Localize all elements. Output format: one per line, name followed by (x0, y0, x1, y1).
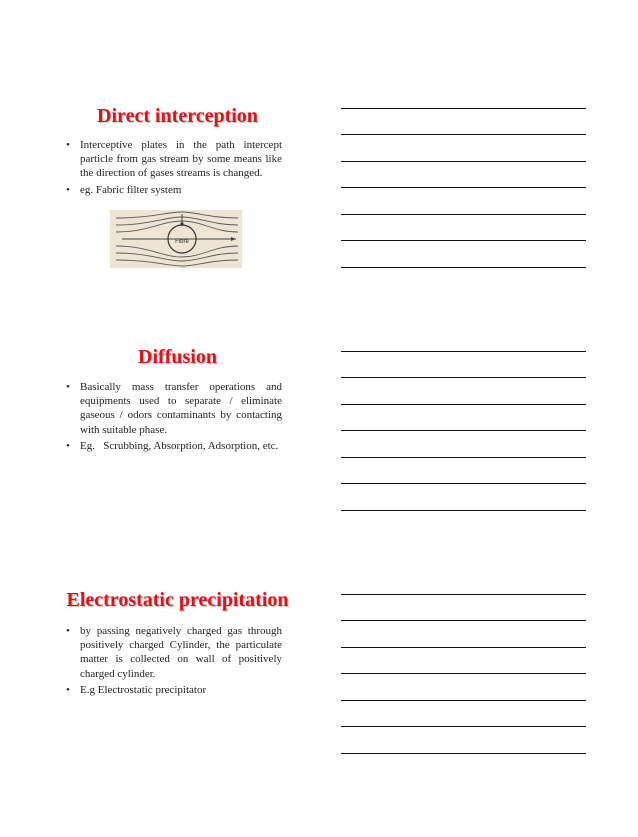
note-line (341, 240, 586, 241)
note-line (341, 647, 586, 648)
note-line (341, 161, 586, 162)
bullet-text: by passing negatively charged gas through positively charged Cylinder, the particulate matter is collected on wall of positively charged cylinder. (80, 625, 282, 680)
slide-title: Electrostatic precipitation (66, 589, 289, 611)
bullet-item (60, 439, 282, 453)
figure-label: Fibre (175, 239, 189, 245)
note-line (341, 457, 586, 458)
note-line (341, 620, 586, 621)
note-line (341, 377, 586, 378)
slide-title: Diffusion (138, 346, 217, 368)
bullet-item (60, 683, 282, 697)
fibre-flow-figure (110, 210, 242, 268)
note-line (341, 134, 586, 135)
note-line (341, 430, 586, 431)
slide-title: Direct interception (97, 105, 258, 127)
note-line (341, 510, 586, 511)
note-line (341, 351, 586, 352)
bullet-text: Interceptive plates in the path intercept particle from gas stream by some means like the direction of gases streams is changed. (80, 139, 282, 180)
note-line (341, 404, 586, 405)
bullet-item (60, 624, 282, 681)
bullet-list (60, 138, 282, 199)
bullet-list (60, 624, 282, 699)
bullet-text: Basically mass transfer operations and equipments used to separate / eliminate gaseous / odors contaminants by contacting with suitable phase. (80, 381, 282, 436)
note-line (341, 108, 586, 109)
bullet-icon: • (66, 625, 70, 637)
bullet-item (60, 183, 282, 197)
bullet-text: Eg. Scrubbing, Absorption, Adsorption, etc. (80, 439, 279, 452)
bullet-list (60, 380, 282, 455)
bullet-icon: • (66, 683, 70, 696)
note-line (341, 700, 586, 701)
note-line (341, 187, 586, 188)
note-line (341, 267, 586, 268)
note-line (341, 483, 586, 484)
bullet-icon: • (66, 381, 70, 393)
bullet-text: eg. Fabric filter system (80, 183, 182, 196)
note-line (341, 726, 586, 727)
bullet-icon: • (66, 139, 70, 151)
note-line (341, 214, 586, 215)
note-line (341, 753, 586, 754)
bullet-item (60, 138, 282, 181)
bullet-icon: • (66, 439, 70, 452)
bullet-text: E.g Electrostatic precipitator (80, 683, 207, 696)
note-line (341, 673, 586, 674)
fibre-flow-diagram (110, 210, 242, 268)
bullet-item (60, 380, 282, 437)
bullet-icon: • (66, 183, 70, 196)
note-line (341, 594, 586, 595)
